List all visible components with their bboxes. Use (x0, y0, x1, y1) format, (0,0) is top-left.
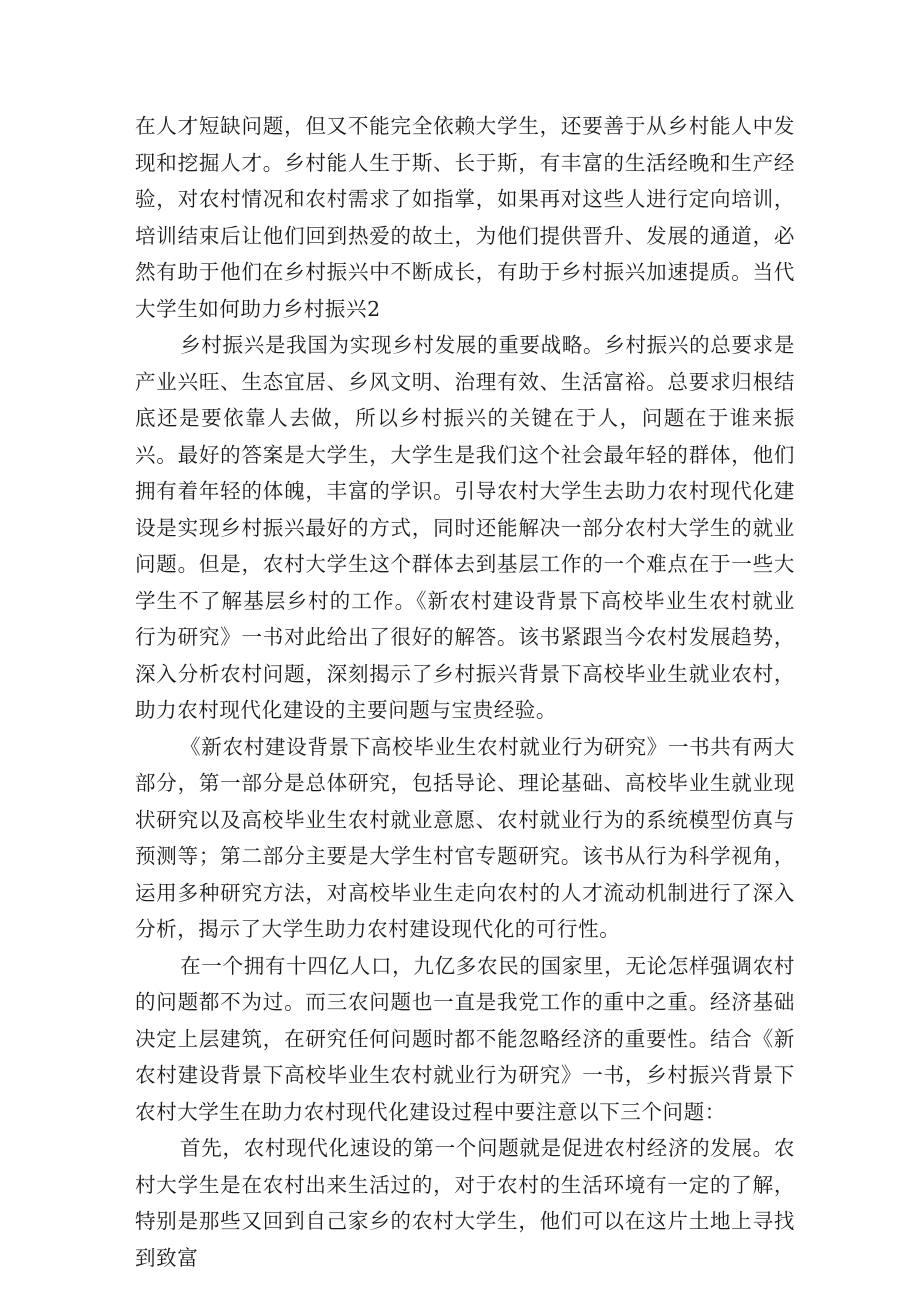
paragraph-5: 首先，农村现代化速设的第一个问题就是促进农村经济的发展。农村大学生是在农村出来生活过的，对于农村的生活环境有一定的了解，特别是那些又回到自己家乡的农村大学生，他们可以在这片土地上寻找到致富 (135, 1136, 795, 1270)
paragraph-3: 《新农村建设背景下高校毕业生农村就业行为研究》一书共有两大部分，第一部分是总体研究，包括导论、理论基础、高校毕业生就业现状研究以及高校毕业生农村就业意愿、农村就业行为的系统模型仿真与预测等；第二部分主要是大学生村官专题研究。该书从行为科学视角，运用多种研究方法，对高校毕业生走向农村的人才流动机制进行了深入分析，揭示了大学生助力农村建设现代化的可行性。 (135, 734, 795, 941)
paragraph-4: 在一个拥有十四亿人口，九亿多农民的国家里，无论怎样强调农村的问题都不为过。而三农问题也一直是我党工作的重中之重。经济基础决定上层建筑，在研究任何问题时都不能忽略经济的重要性。结合《新农村建设背景下高校毕业生农村就业行为研究》一书，乡村振兴背景下农村大学生在助力农村现代化建设过程中要注意以下三个问题： (135, 953, 795, 1124)
paragraph-2: 乡村振兴是我国为实现乡村发展的重要战略。乡村振兴的总要求是产业兴旺、生态宜居、乡风文明、治理有效、生活富裕。总要求归根结底还是要依靠人去做，所以乡村振兴的关键在于人，问题在于谁来振兴。最好的答案是大学生，大学生是我们这个社会最年轻的群体，他们拥有着年轻的体魄，丰富的学识。引导农村大学生去助力农村现代化建设是实现乡村振兴最好的方式，同时还能解决一部分农村大学生的就业问题。但是，农村大学生这个群体去到基层工作的一个难点在于一些大学生不了解基层乡村的工作。《新农村建设背景下高校毕业生农村就业行为研究》一书对此给出了很好的解答。该书紧跟当今农村发展趋势，深入分析农村问题，深刻揭示了乡村振兴背景下高校毕业生就业农村，助力农村现代化建设的主要问题与宝贵经验。 (135, 333, 795, 722)
body-text (135, 108, 795, 1276)
paragraph-1: 在人才短缺问题，但又不能完全依赖大学生，还要善于从乡村能人中发现和挖掘人才。乡村能人生于斯、长于斯，有丰富的生活经晚和生产经验，对农村情况和农村需求了如指掌，如果再对这些人进行定向培训，培训结束后让他们回到热爱的故土，为他们提供晋升、发展的通道，必然有助于他们在乡村振兴中不断成长，有助于乡村振兴加速提质。当代大学生如何助力乡村振兴2 (135, 114, 795, 321)
